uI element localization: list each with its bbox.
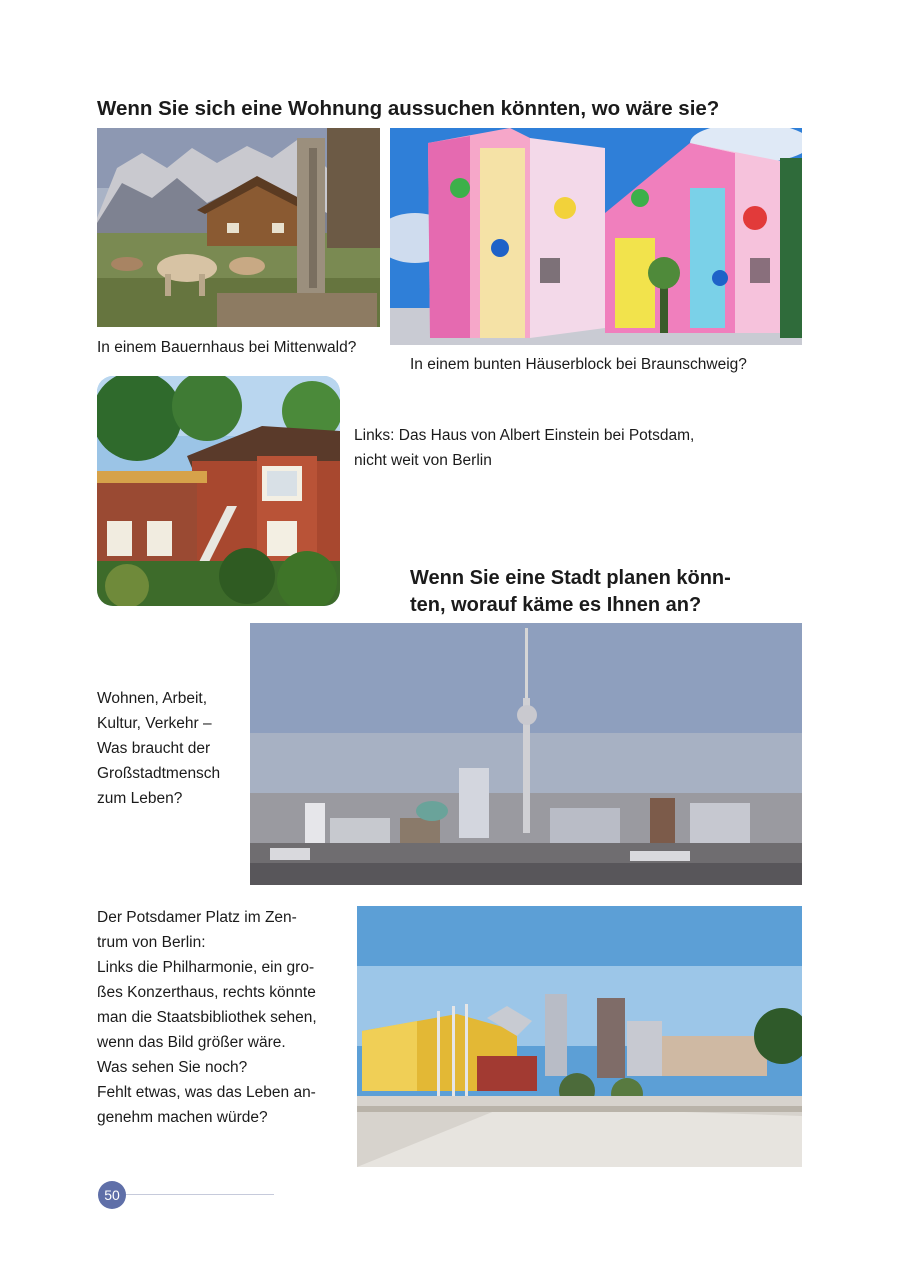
page-heading-apartment: Wenn Sie sich eine Wohnung aussuchen könnten, wo wäre sie? — [97, 97, 720, 120]
berlin-caption — [97, 686, 247, 811]
caption-line: Was braucht der — [97, 740, 211, 757]
einstein-house-photo — [97, 376, 340, 606]
caption-line: Der Potsdamer Platz im Zen- — [97, 909, 297, 926]
farmhouse-caption: In einem Bauernhaus bei Mittenwald? — [97, 339, 357, 356]
caption-line: genehm machen würde? — [97, 1109, 268, 1126]
heading-line: ten, worauf käme es Ihnen an? — [410, 594, 702, 616]
caption-line: Links: Das Haus von Albert Einstein bei Potsdam, — [354, 427, 695, 444]
caption-line: man die Staatsbibliothek sehen, — [97, 1009, 317, 1026]
potsdamer-platz-caption — [97, 905, 352, 1130]
caption-line: trum von Berlin: — [97, 934, 206, 951]
page-number: 50 — [98, 1181, 126, 1209]
colorful-buildings-caption: In einem bunten Häuserblock bei Braunschweig? — [410, 356, 747, 373]
caption-line: Großstadtmensch — [97, 765, 221, 782]
berlin-skyline-photo — [250, 623, 802, 885]
potsdamer-platz-photo — [357, 906, 802, 1167]
footer-rule — [126, 1194, 274, 1195]
page-heading-city — [410, 565, 770, 619]
caption-line: Links die Philharmonie, ein gro- — [97, 959, 315, 976]
colorful-buildings-photo — [390, 128, 802, 345]
caption-line: Kultur, Verkehr – — [97, 715, 212, 732]
farmhouse-photo — [97, 128, 380, 327]
caption-line: Was sehen Sie noch? — [97, 1059, 248, 1076]
einstein-house-caption — [354, 423, 774, 473]
caption-line: wenn das Bild größer wäre. — [97, 1034, 286, 1051]
heading-line: Wenn Sie eine Stadt planen könn- — [410, 567, 731, 589]
caption-line: zum Leben? — [97, 790, 183, 807]
caption-line: Fehlt etwas, was das Leben an- — [97, 1084, 316, 1101]
caption-line: nicht weit von Berlin — [354, 452, 492, 469]
caption-line: Wohnen, Arbeit, — [97, 690, 208, 707]
caption-line: ßes Konzerthaus, rechts könnte — [97, 984, 316, 1001]
